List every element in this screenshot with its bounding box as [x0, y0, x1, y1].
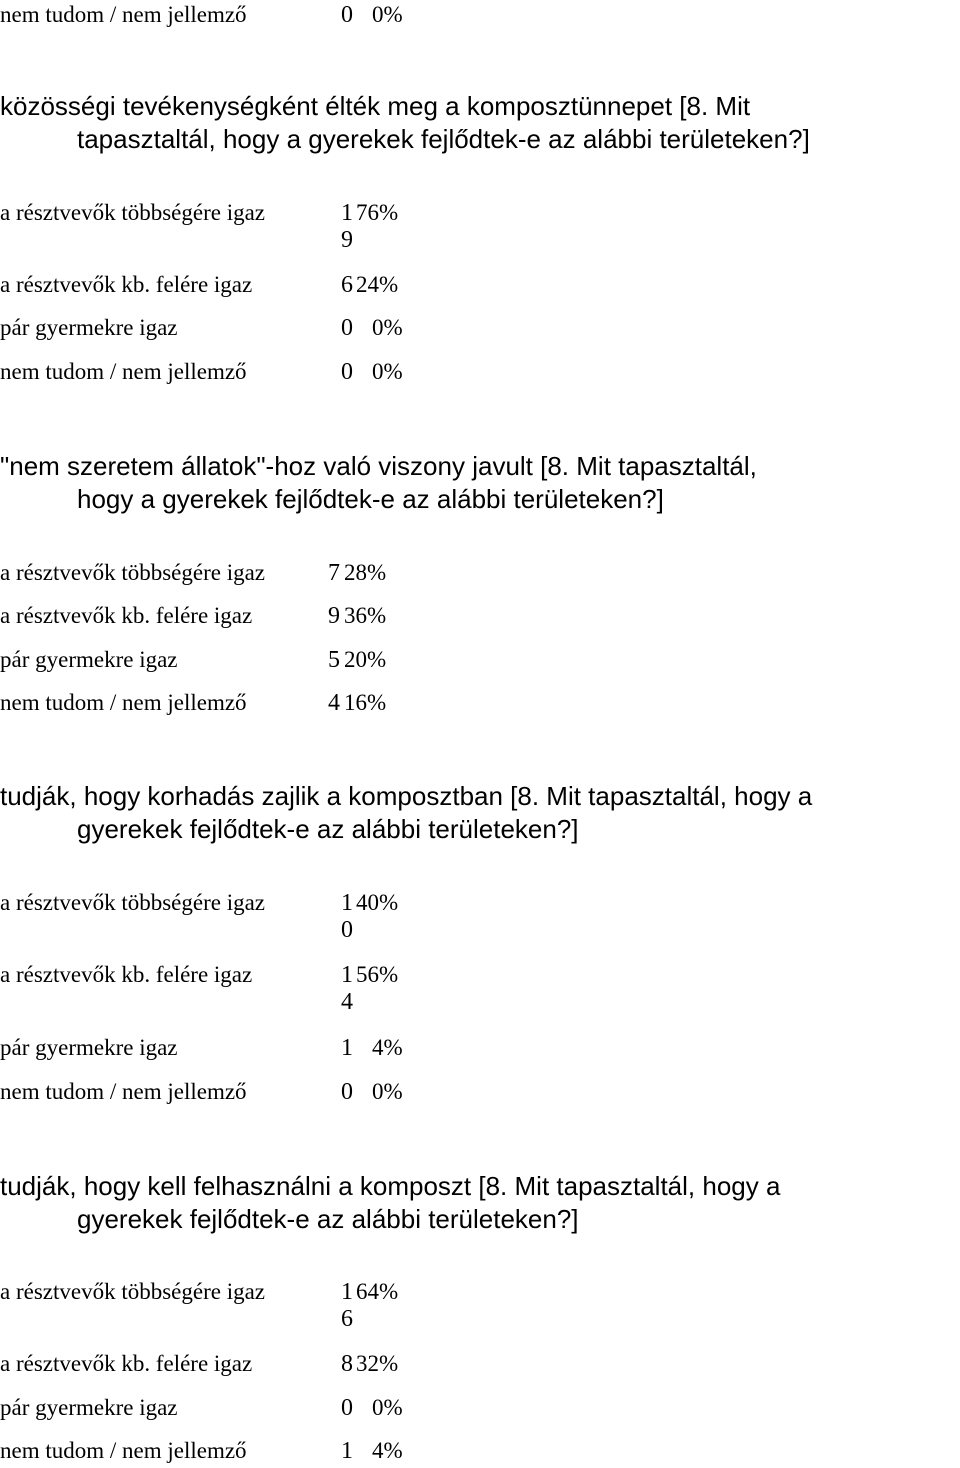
answer-label: pár gyermekre igaz [0, 647, 178, 672]
answer-count: 0 [341, 2, 353, 28]
answer-label: pár gyermekre igaz [0, 1035, 178, 1060]
answer-percent: 0% [372, 359, 403, 384]
answer-count: 1 [341, 1438, 353, 1464]
answer-percent: 40% [356, 890, 399, 915]
answer-label: a résztvevők többségére igaz [0, 890, 266, 915]
answer-percent: 36% [344, 603, 387, 628]
answer-label: nem tudom / nem jellemző [0, 690, 247, 715]
answer-count: 6 [341, 272, 353, 298]
answer-percent: 76% [356, 200, 399, 225]
answer-count: 5 [328, 647, 340, 673]
answer-percent: 56% [356, 962, 399, 987]
answer-percent: 32% [356, 1351, 399, 1376]
answer-percent: 16% [344, 690, 387, 715]
answer-label: pár gyermekre igaz [0, 1395, 178, 1420]
answer-label: a résztvevők kb. felére igaz [0, 272, 253, 297]
answer-percent: 28% [344, 560, 387, 585]
answer-percent: 0% [372, 1079, 403, 1104]
answer-percent: 4% [372, 1438, 403, 1463]
answer-percent: 0% [372, 2, 403, 27]
answer-count: 7 [328, 560, 340, 586]
answer-count: 9 [328, 603, 340, 629]
question-heading: tudják, hogy kell felhasználni a komposzt [8. Mit tapasztaltál, hogy a gyerekek fejlődtek-e az alábbi területeken?] [0, 1171, 781, 1234]
answer-count: 4 [328, 690, 340, 716]
question-heading: "nem szeretem állatok"-hoz való viszony javult [8. Mit tapasztaltál, hogy a gyerekek fejlődtek-e az alábbi területeken?] [0, 451, 757, 514]
answer-count: 0 [341, 315, 353, 341]
question-heading: közösségi tevékenységként élték meg a komposztünnepet [8. Mit tapasztaltál, hogy a gyerekek fejlődtek-e az alábbi területeken?] [0, 91, 810, 154]
answer-percent: 24% [356, 272, 399, 297]
answer-label: a résztvevők kb. felére igaz [0, 1351, 253, 1376]
answer-percent: 64% [356, 1279, 399, 1304]
answer-percent: 0% [372, 315, 403, 340]
answer-count: 1 [341, 200, 353, 226]
answer-label: nem tudom / nem jellemző [0, 1438, 247, 1463]
answer-count: 0 [341, 359, 353, 385]
answer-label: a résztvevők kb. felére igaz [0, 962, 253, 987]
answer-percent: 4% [372, 1035, 403, 1060]
answer-percent: 20% [344, 647, 387, 672]
answer-percent: 0% [372, 1395, 403, 1420]
answer-count: 0 [341, 1079, 353, 1105]
question-heading: tudják, hogy korhadás zajlik a komposztban [8. Mit tapasztaltál, hogy a gyerekek fejlődtek-e az alábbi területeken?] [0, 781, 813, 844]
answer-count: 1 [341, 1279, 353, 1305]
answer-label: a résztvevők kb. felére igaz [0, 603, 253, 628]
answer-count-wrap: 0 [341, 917, 353, 943]
answer-count: 8 [341, 1351, 353, 1377]
answer-label: pár gyermekre igaz [0, 315, 178, 340]
answer-label: nem tudom / nem jellemző [0, 1079, 247, 1104]
answer-label: a résztvevők többségére igaz [0, 560, 266, 585]
answer-count-wrap: 6 [341, 1306, 353, 1332]
answer-label: a résztvevők többségére igaz [0, 1279, 266, 1304]
answer-label: a résztvevők többségére igaz [0, 200, 266, 225]
answer-label: nem tudom / nem jellemző [0, 2, 247, 27]
answer-count: 1 [341, 890, 353, 916]
answer-count-wrap: 4 [341, 989, 353, 1015]
answer-label: nem tudom / nem jellemző [0, 359, 247, 384]
answer-count: 1 [341, 1035, 353, 1061]
answer-count: 0 [341, 1395, 353, 1421]
answer-count: 1 [341, 962, 353, 988]
answer-count-wrap: 9 [341, 227, 353, 253]
